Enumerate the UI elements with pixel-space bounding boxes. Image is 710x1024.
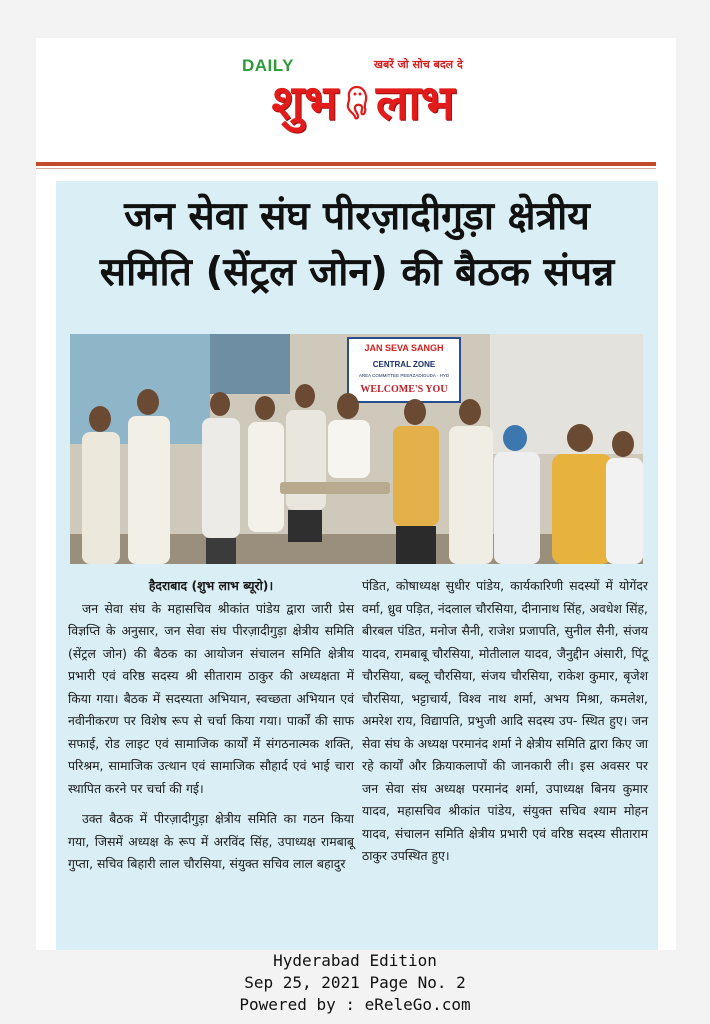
article-headline [56,189,658,301]
masthead-tagline: खबरें जो सोच बदल दे [374,58,463,71]
article-column-2 [362,575,648,868]
article-dateline: हैदराबाद (शुभ लाभ ब्यूरो)। [148,578,274,593]
edition-footer [0,950,710,1016]
banner-line-1: JAN SEVA SANGH [364,343,444,353]
footer-edition: Hyderabad Edition [273,951,437,970]
article-paragraph-1: जन सेवा संघ के महासचिव श्रीकांत पांडेय द्वारा जारी प्रेस विज्ञप्ति के अनुसार, जन सेवा संघ पीरज़ादीगुड़ा क्षेत्रीय समिति (सेंट्रल जोन) की बैठक का आयोजन संचालन समिति क्षेत्रीय प्रभारी एवं वरिष्ठ सदस्य श्री सीताराम ठाकुर की अध्यक्षता में किया गया। बैठक में सदस्यता अभियान, स्वच्छता अभियान एवं नवीनीकरण पर विशेष रूप से चर्चा किया गया। पार्कों की साफ सफाई, रोड लाइट एवं सामाजिक कार्यों में संगठनात्मक शक्ति, परिश्रम, सामाजिक उत्थान एवं सामाजिक सौहार्द एवं भाई चारा स्थापित करने पर चर्चा की गई। [68,600,354,796]
welcome-banner [348,338,460,402]
banner-line-4: WELCOME'S YOU [360,384,448,395]
article-photo [70,334,643,564]
article-paragraph-3: पंडित, कोषाध्यक्ष सुधीर पांडेय, कार्यकारिणी सदस्यों में योगेंदर वर्मा, ध्रुव पड़ित, नंदलाल चौरसिया, दीनानाथ सिंह, अवधेश सिंह, बीरबल पंडित, मनोज सैनी, राजेश प्रजापति, सुनील सैनी, संजय यादव, रामबाबू चौरसिया, मोतीलाल यादव, जैनुद्दीन अंसारी, पिंटू चौरसिया, बब्लू चौरसिया, संजय चौरसिया, राकेश कुमार, बृजेश चौरसिया, भट्टाचार्य, विश्व नाथ शर्मा, अभय मिश्रा, कमलेश, अमरेश राय, विद्यापति, प्रभुजी आदि सदस्य उप- स्थित हुए। जन सेवा संघ के अध्यक्ष परमानंद शर्मा ने क्षेत्रीय समिति द्वारा किए जा रहे कार्यों और क्रियाकलापों की जानकारी ली। इस अवसर पर जन सेवा संघ अध्यक्ष परमानंद शर्मा, उपाध्यक्ष बिनय कुमार यादव, महासचिव श्रीकांत पांडेय, संयुक्त सचिव श्याम मोहन यादव, संचालन समिति क्षेत्रीय प्रभारी एवं वरिष्ठ सदस्य सीताराम ठाकुर उपस्थित हुए। [362,578,648,863]
article-paragraph-2: उक्त बैठक में पीरज़ादीगुड़ा क्षेत्रीय समिति का गठन किया गया, जिसमें अध्यक्ष के रूप में अरविंद सिंह, उपाध्यक्ष रामबाबू गुप्ता, सचिव बिहारी लाल चौरसिया, संयुक्त सचिव लाल बहादुर [68,811,354,871]
headline-line-2: समिति (सेंट्रल जोन) की बैठक संपन्न [99,250,615,295]
footer-date-page: Sep 25, 2021 Page No. 2 [244,973,466,992]
headline-line-1: जन सेवा संघ पीरज़ादीगुड़ा क्षेत्रीय [124,194,590,239]
masthead-daily-label: DAILY [242,56,294,75]
banner-line-2: CENTRAL ZONE [372,360,436,369]
newspaper-page [36,38,676,950]
group-photo-illustration [70,334,643,564]
article-box [56,181,658,950]
masthead-title [218,72,508,134]
footer-powered-by: Powered by : eReleGo.com [239,995,471,1014]
ganesha-icon [342,83,372,123]
masthead [36,38,676,168]
article-column-1 [68,575,354,876]
masthead-title-right: लाभ [375,75,455,131]
banner-line-3: AREA COMMITTEE PEERZADIGUDA · HYD [358,373,450,378]
masthead-divider [36,162,656,166]
masthead-divider-thin [36,168,656,169]
masthead-title-left: शुभ [271,75,338,131]
